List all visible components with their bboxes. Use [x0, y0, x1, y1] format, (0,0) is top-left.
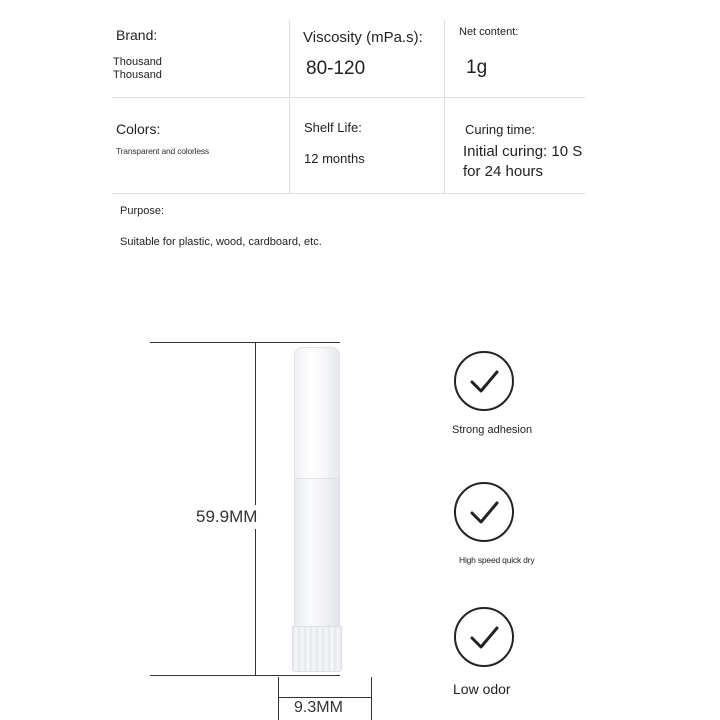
feature-label-low-odor: Low odor [453, 681, 511, 697]
colors-label: Colors: [116, 121, 161, 137]
spec-row-divider-1 [112, 97, 585, 98]
curing-time-label: Curing time: [465, 122, 536, 137]
height-dim-top-extension [150, 342, 340, 343]
spec-row-divider-2 [112, 193, 585, 194]
purpose-label: Purpose: [120, 205, 165, 217]
width-dim-right-extension [371, 677, 372, 720]
curing-time-value-line2: for 24 hours [463, 163, 544, 180]
spec-col-divider-2 [444, 20, 445, 193]
spec-col-divider-1 [289, 20, 290, 193]
check-circle-icon [454, 482, 514, 542]
purpose-value: Suitable for plastic, wood, cardboard, etc. [120, 236, 322, 248]
net-content-label: Net content: [459, 26, 519, 38]
viscosity-value: 80-120 [306, 58, 366, 79]
feature-label-quick-dry: High speed quick dry [459, 555, 535, 565]
width-dim-line [278, 697, 372, 698]
viscosity-label: Viscosity (mPa.s): [303, 29, 423, 46]
width-dimension-label: 9.3MM [294, 699, 343, 716]
brand-value-line1: Thousand [113, 56, 162, 68]
shelf-life-label: Shelf Life: [304, 120, 362, 135]
shelf-life-value: 12 months [304, 151, 365, 166]
brand-label: Brand: [116, 27, 158, 43]
height-dimension-label: 59.9MM [196, 505, 257, 529]
colors-value: Transparent and colorless [116, 146, 209, 156]
check-circle-icon [454, 607, 514, 667]
check-circle-icon [454, 351, 514, 411]
curing-time-value-line1: Initial curing: 10 S [463, 143, 583, 160]
brand-value-line2: Thousand [113, 69, 162, 81]
tube-cap [294, 347, 340, 480]
tube-body [294, 478, 340, 628]
width-dim-left-extension [278, 677, 279, 720]
feature-label-strong-adhesion: Strong adhesion [452, 424, 533, 436]
tube-tail [292, 626, 342, 672]
height-dim-bottom-extension [150, 675, 340, 676]
net-content-value: 1g [466, 57, 488, 78]
